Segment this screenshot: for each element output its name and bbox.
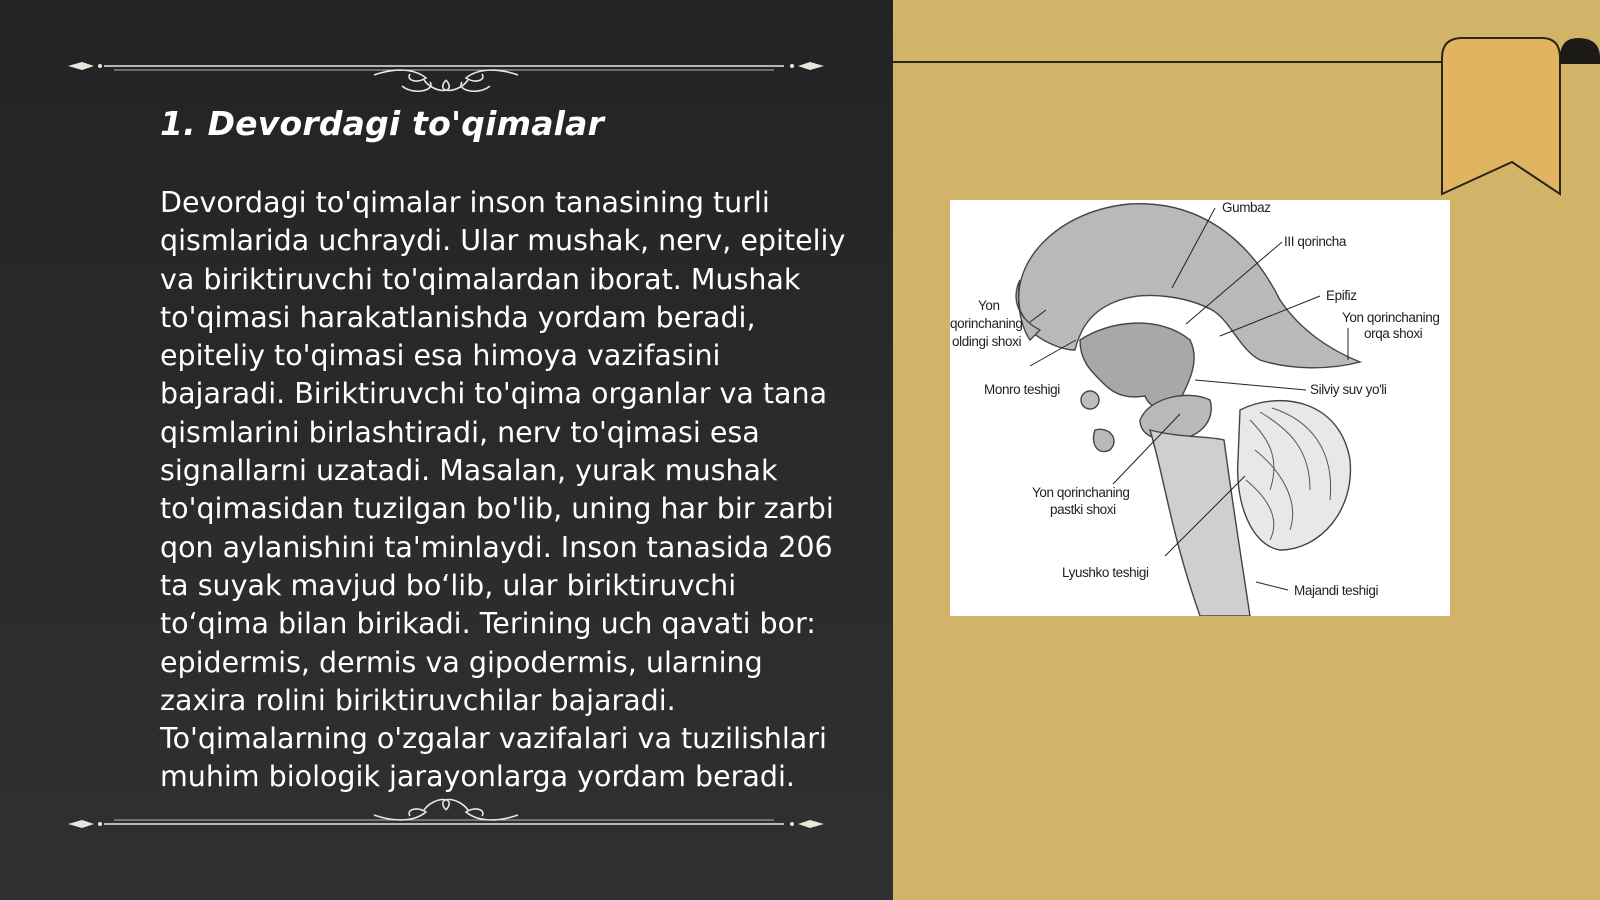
brain-ventricles-diagram bbox=[950, 200, 1450, 616]
label-majandi: Majandi teshigi bbox=[1294, 583, 1379, 598]
label-pastki-line2: pastki shoxi bbox=[1050, 502, 1116, 517]
slide-title: 1. Devordagi to'qimalar bbox=[160, 104, 605, 143]
bottom-ornament-icon bbox=[64, 778, 828, 838]
ribbon-bookmark-icon bbox=[1432, 34, 1600, 204]
label-lyushko: Lyushko teshigi bbox=[1062, 565, 1149, 580]
label-orqa-shoxi-line2: orqa shoxi bbox=[1364, 326, 1423, 341]
label-silviy: Silviy suv yo'li bbox=[1310, 382, 1387, 397]
top-ornament-icon bbox=[64, 50, 828, 110]
label-oldingi-line3: oldingi shoxi bbox=[952, 334, 1022, 349]
label-iii-qorincha: III qorincha bbox=[1284, 234, 1346, 249]
label-epifiz: Epifiz bbox=[1326, 288, 1357, 303]
label-monro: Monro teshigi bbox=[984, 382, 1060, 397]
label-pastki-line1: Yon qorinchaning bbox=[1032, 485, 1130, 500]
label-gumbaz: Gumbaz bbox=[1222, 200, 1271, 215]
brain-ventricles-figure bbox=[950, 200, 1450, 616]
label-orqa-shoxi-line1: Yon qorinchaning bbox=[1342, 310, 1440, 325]
label-oldingi-line2: qorinchaning bbox=[950, 316, 1023, 331]
label-oldingi-line1: Yon bbox=[978, 298, 1000, 313]
body-paragraph: Devordagi to'qimalar inson tanasining turli qismlarida uchraydi. Ular mushak, nerv, epiteliy va biriktiruvchi to'qimalardan iborat. Mushak to'qimasi harakatlanishda yordam beradi, epiteliy to'qimasi esa himoya vazifasini bajaradi. Biriktiruvchi to'qima organlar va tana qismlarini birlashtiradi, nerv to'qimasi esa signallarni uzatadi. Masalan, yurak mushak to'qimasidan tuzilgan bo'lib, uning har bir zarbi qon aylanishini ta'minlaydi. Inson tanasida 206 ta suyak mavjud bo‘lib, ular biriktiruvchi to‘qima bilan birikadi. Terining uch qavati bor: epidermis, dermis va gipodermis, ularning zaxira rolini biriktiruvchilar bajaradi. To'qimalarning o'zgalar vazifalari va tuzilishlari muhim biologik jarayonlarga yordam beradi. bbox=[160, 186, 846, 794]
